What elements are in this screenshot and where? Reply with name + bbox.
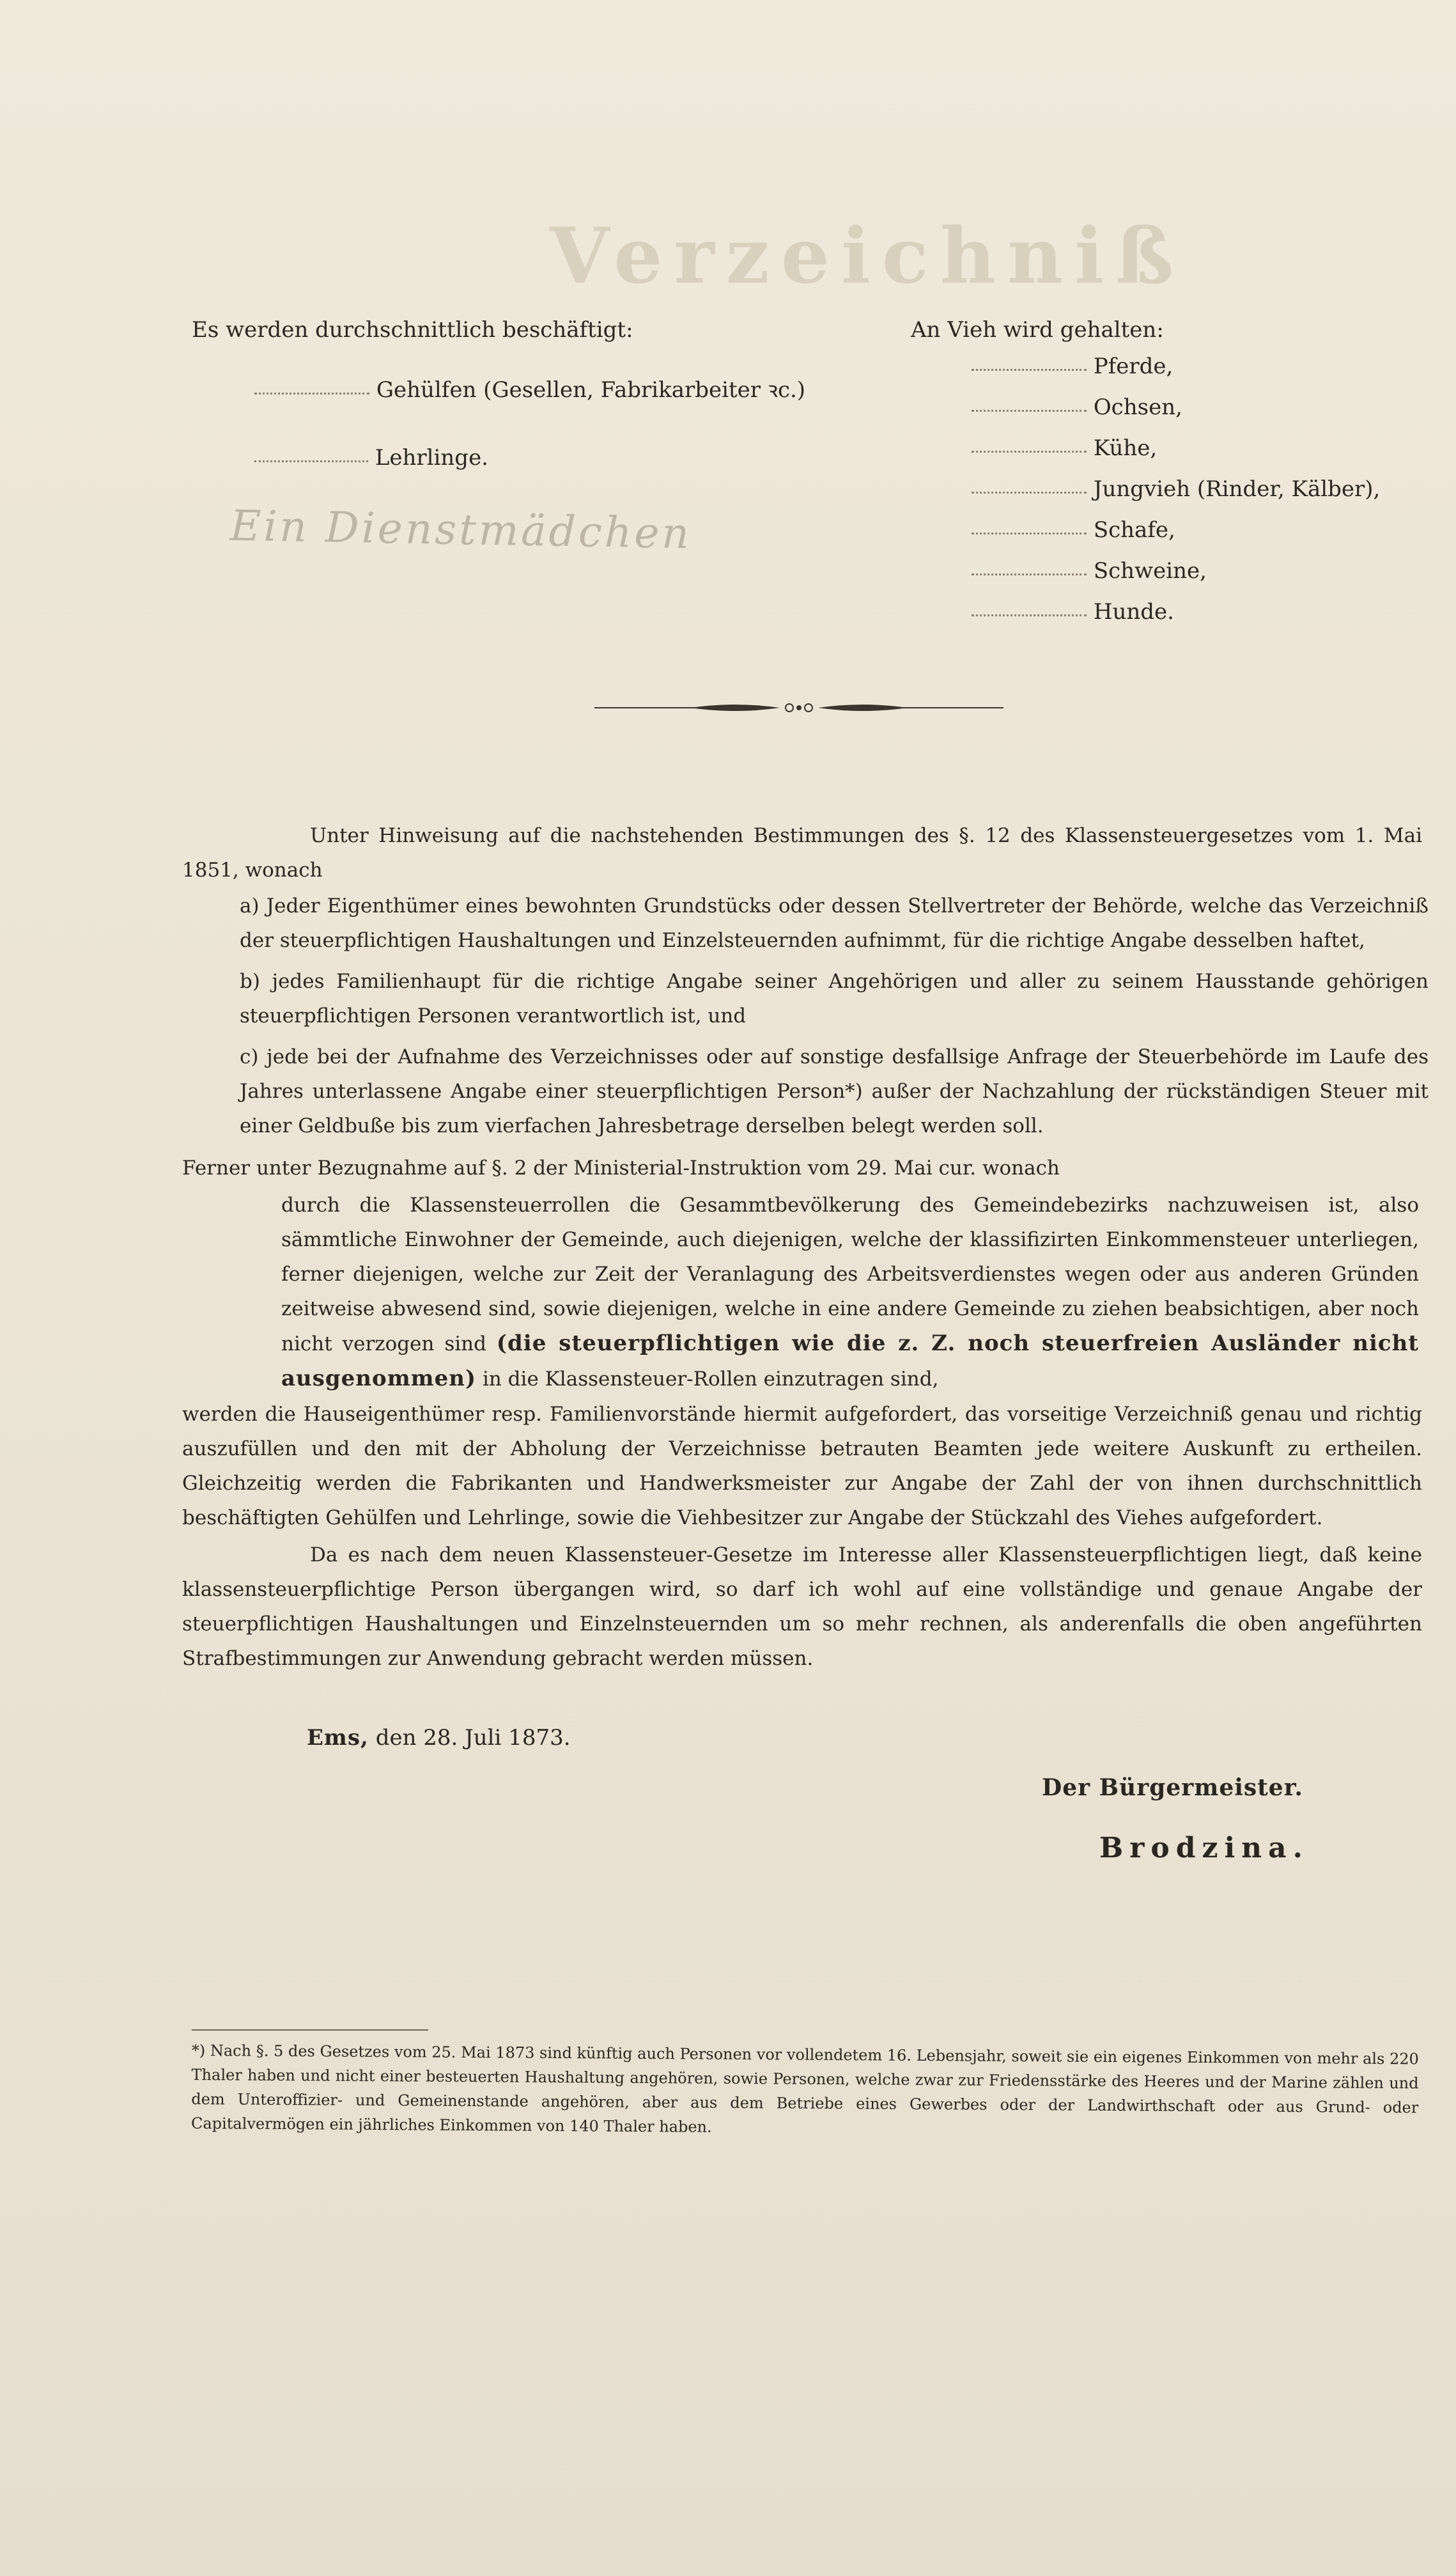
livestock-blank — [972, 611, 1087, 616]
paragraph-da — [182, 1538, 1422, 1676]
ferner-text: Ferner unter Bezugnahme auf §. 2 der Ministerial-Instruktion vom 29. Mai cur. wonach — [182, 1157, 1060, 1180]
place-date — [307, 1720, 571, 1756]
footnote: *) Nach §. 5 des Gesetzes vom 25. Mai 1873 sind künftig auch Personen vor vollendetem 16. Lebensjahr, soweit sie ein eigenes Einkommen von mehr als 220 Thaler haben und nicht einer besteuerten Haushaltung angehören, sowie Personen, welche zwar zur Friedensstärke des Heeres und der Marine zählen und dem Unteroffizier- und Gemeinenstande angehören, aber aus dem Betriebe eines Gewerbes oder der Landwirthschaft oder aus Grund- oder Capitalvermögen ein jährliches Einkommen von 140 Thaler haben. — [190, 2041, 1419, 2136]
handwritten-note: Ein Dienstmädchen — [229, 501, 692, 559]
paragraph-werden — [182, 1397, 1422, 1535]
durch-bold-text: (die steuerpflichtigen wie die z. Z. noch steuerfreien Ausländer nicht ausgenommen) — [281, 1331, 1419, 1391]
da-text: Da es nach dem neuen Klassensteuer-Gesetze im Interesse aller Klassensteuerpflichtigen liegt, daß keine klassensteuerpflichtige Person übergangen wird, so darf ich wohl auf eine vollständige und genaue Angabe der steuerpflichtigen Haushaltungen und Einzelnsteuernden um so mehr rechnen, als anderenfalls die oben angeführten Strafbestimmungen zur Anwendung gebracht werden müssen. — [182, 1543, 1422, 1670]
signature-role: Der Bürgermeister. — [1042, 1774, 1303, 1801]
livestock-blank — [972, 447, 1087, 453]
footnote-rule — [192, 2029, 428, 2031]
durch-text-2: in die Klassensteuer-Rollen einzutragen sind, — [482, 1368, 939, 1391]
livestock-blank — [972, 365, 1087, 371]
intro-text: Unter Hinweisung auf die nachstehenden Bestimmungen des §. 12 des Klassensteuergesetzes vom 1. Mai 1851, wonach — [182, 824, 1422, 882]
livestock-label: Jungvieh (Rinder, Kälber), — [1093, 476, 1381, 502]
livestock-row — [972, 471, 1380, 512]
livestock-blank — [972, 406, 1087, 412]
livestock-blank — [972, 529, 1087, 535]
item-c-text: c) jede bei der Aufnahme des Verzeichnisses oder auf sonstige desfallsige Anfrage der Steuerbehörde im Laufe des Jahres unterlassene Angabe einer steuerpflichtigen Person*) außer der Nachzahlung der rückständigen Steuer mit einer Geldbuße bis zum vierfachen Jahresbetrage derselben belegt werden soll. — [240, 1045, 1429, 1137]
lehrlinge-blank — [254, 457, 368, 462]
gehuelfen-blank — [254, 389, 369, 394]
signature-name: Brodzina. — [1099, 1832, 1310, 1864]
livestock-row — [972, 430, 1380, 471]
item-c — [182, 1040, 1429, 1143]
livestock-heading: An Vieh wird gehalten: — [911, 317, 1164, 343]
livestock-label: Hunde. — [1093, 599, 1174, 625]
livestock-label: Kühe, — [1093, 435, 1158, 461]
item-a-text: a) Jeder Eigenthümer eines bewohnten Grundstücks oder dessen Stellvertreter der Behörde, welche das Verzeichniß der steuerpflichtigen Haushaltungen und Einzelsteuernden aufnimmt, für die richtige Angabe desselben haftet, — [240, 894, 1429, 952]
gehuelfen-row — [254, 372, 805, 408]
paragraph-durch — [281, 1188, 1419, 1396]
livestock-blank — [972, 570, 1087, 575]
livestock-label: Schweine, — [1093, 558, 1207, 584]
lehrlinge-row — [254, 440, 488, 476]
livestock-row — [972, 512, 1380, 553]
livestock-row — [972, 594, 1380, 635]
werden-text: werden die Hauseigenthümer resp. Familienvorstände hiermit aufgefordert, das vorseitige Verzeichniß genau und richtig auszufüllen und den mit der Abholung der Verzeichnisse betrauten Beamten jede weitere Auskunft zu ertheilen. Gleichzeitig werden die Fabrikanten und Handwerksmeister zur Angabe der Zahl der von ihnen durchschnittlich beschäftigten Gehülfen und Lehrlinge, sowie die Viehbesitzer zur Angabe der Stückzahl des Viehes aufgefordert. — [182, 1403, 1422, 1529]
gehuelfen-label: Gehülfen (Gesellen, Fabrikarbeiter ꝛc.) — [376, 377, 806, 403]
livestock-label: Schafe, — [1093, 517, 1175, 543]
paragraph-ferner — [182, 1151, 1422, 1185]
livestock-row — [972, 389, 1380, 430]
item-b-text: b) jedes Familienhaupt für die richtige Angabe seiner Angehörigen und aller zu seinem Hausstande gehörigen steuerpflichtigen Personen verantwortlich ist, und — [240, 970, 1429, 1027]
durch-text-1: durch die Klassensteuerrollen die Gesammtbevölkerung des Gemeindebezirks nachzuweisen ist, also sämmtliche Einwohner der Gemeinde, auch diejenigen, welche der klassifizirten Einkommensteuer unterliegen, ferner diejenigen, welche zur Zeit der Veranlagung des Arbeitsverdienstes wegen oder aus anderen Gründen zeitweise abwesend sind, sowie diejenigen, welche in eine andere Gemeinde zu ziehen beabsichtigen, aber noch nicht verzogen sind — [281, 1194, 1419, 1355]
item-a — [182, 889, 1429, 958]
ornament-divider — [594, 700, 1003, 715]
lehrlinge-label: Lehrlinge. — [375, 445, 489, 471]
employment-heading: Es werden durchschnittlich beschäftigt: — [192, 317, 633, 343]
paragraph-intro — [182, 818, 1422, 887]
livestock-blank — [972, 488, 1087, 494]
livestock-row — [972, 348, 1380, 389]
date: den 28. Juli 1873. — [375, 1725, 571, 1751]
livestock-label: Pferde, — [1093, 354, 1173, 379]
item-b — [182, 964, 1429, 1033]
bleed-through-heading: Verzeichniß — [550, 211, 1186, 301]
livestock-label: Ochsen, — [1093, 394, 1182, 420]
place: Ems, — [307, 1725, 369, 1751]
livestock-row — [972, 553, 1380, 594]
livestock-list — [972, 348, 1380, 635]
